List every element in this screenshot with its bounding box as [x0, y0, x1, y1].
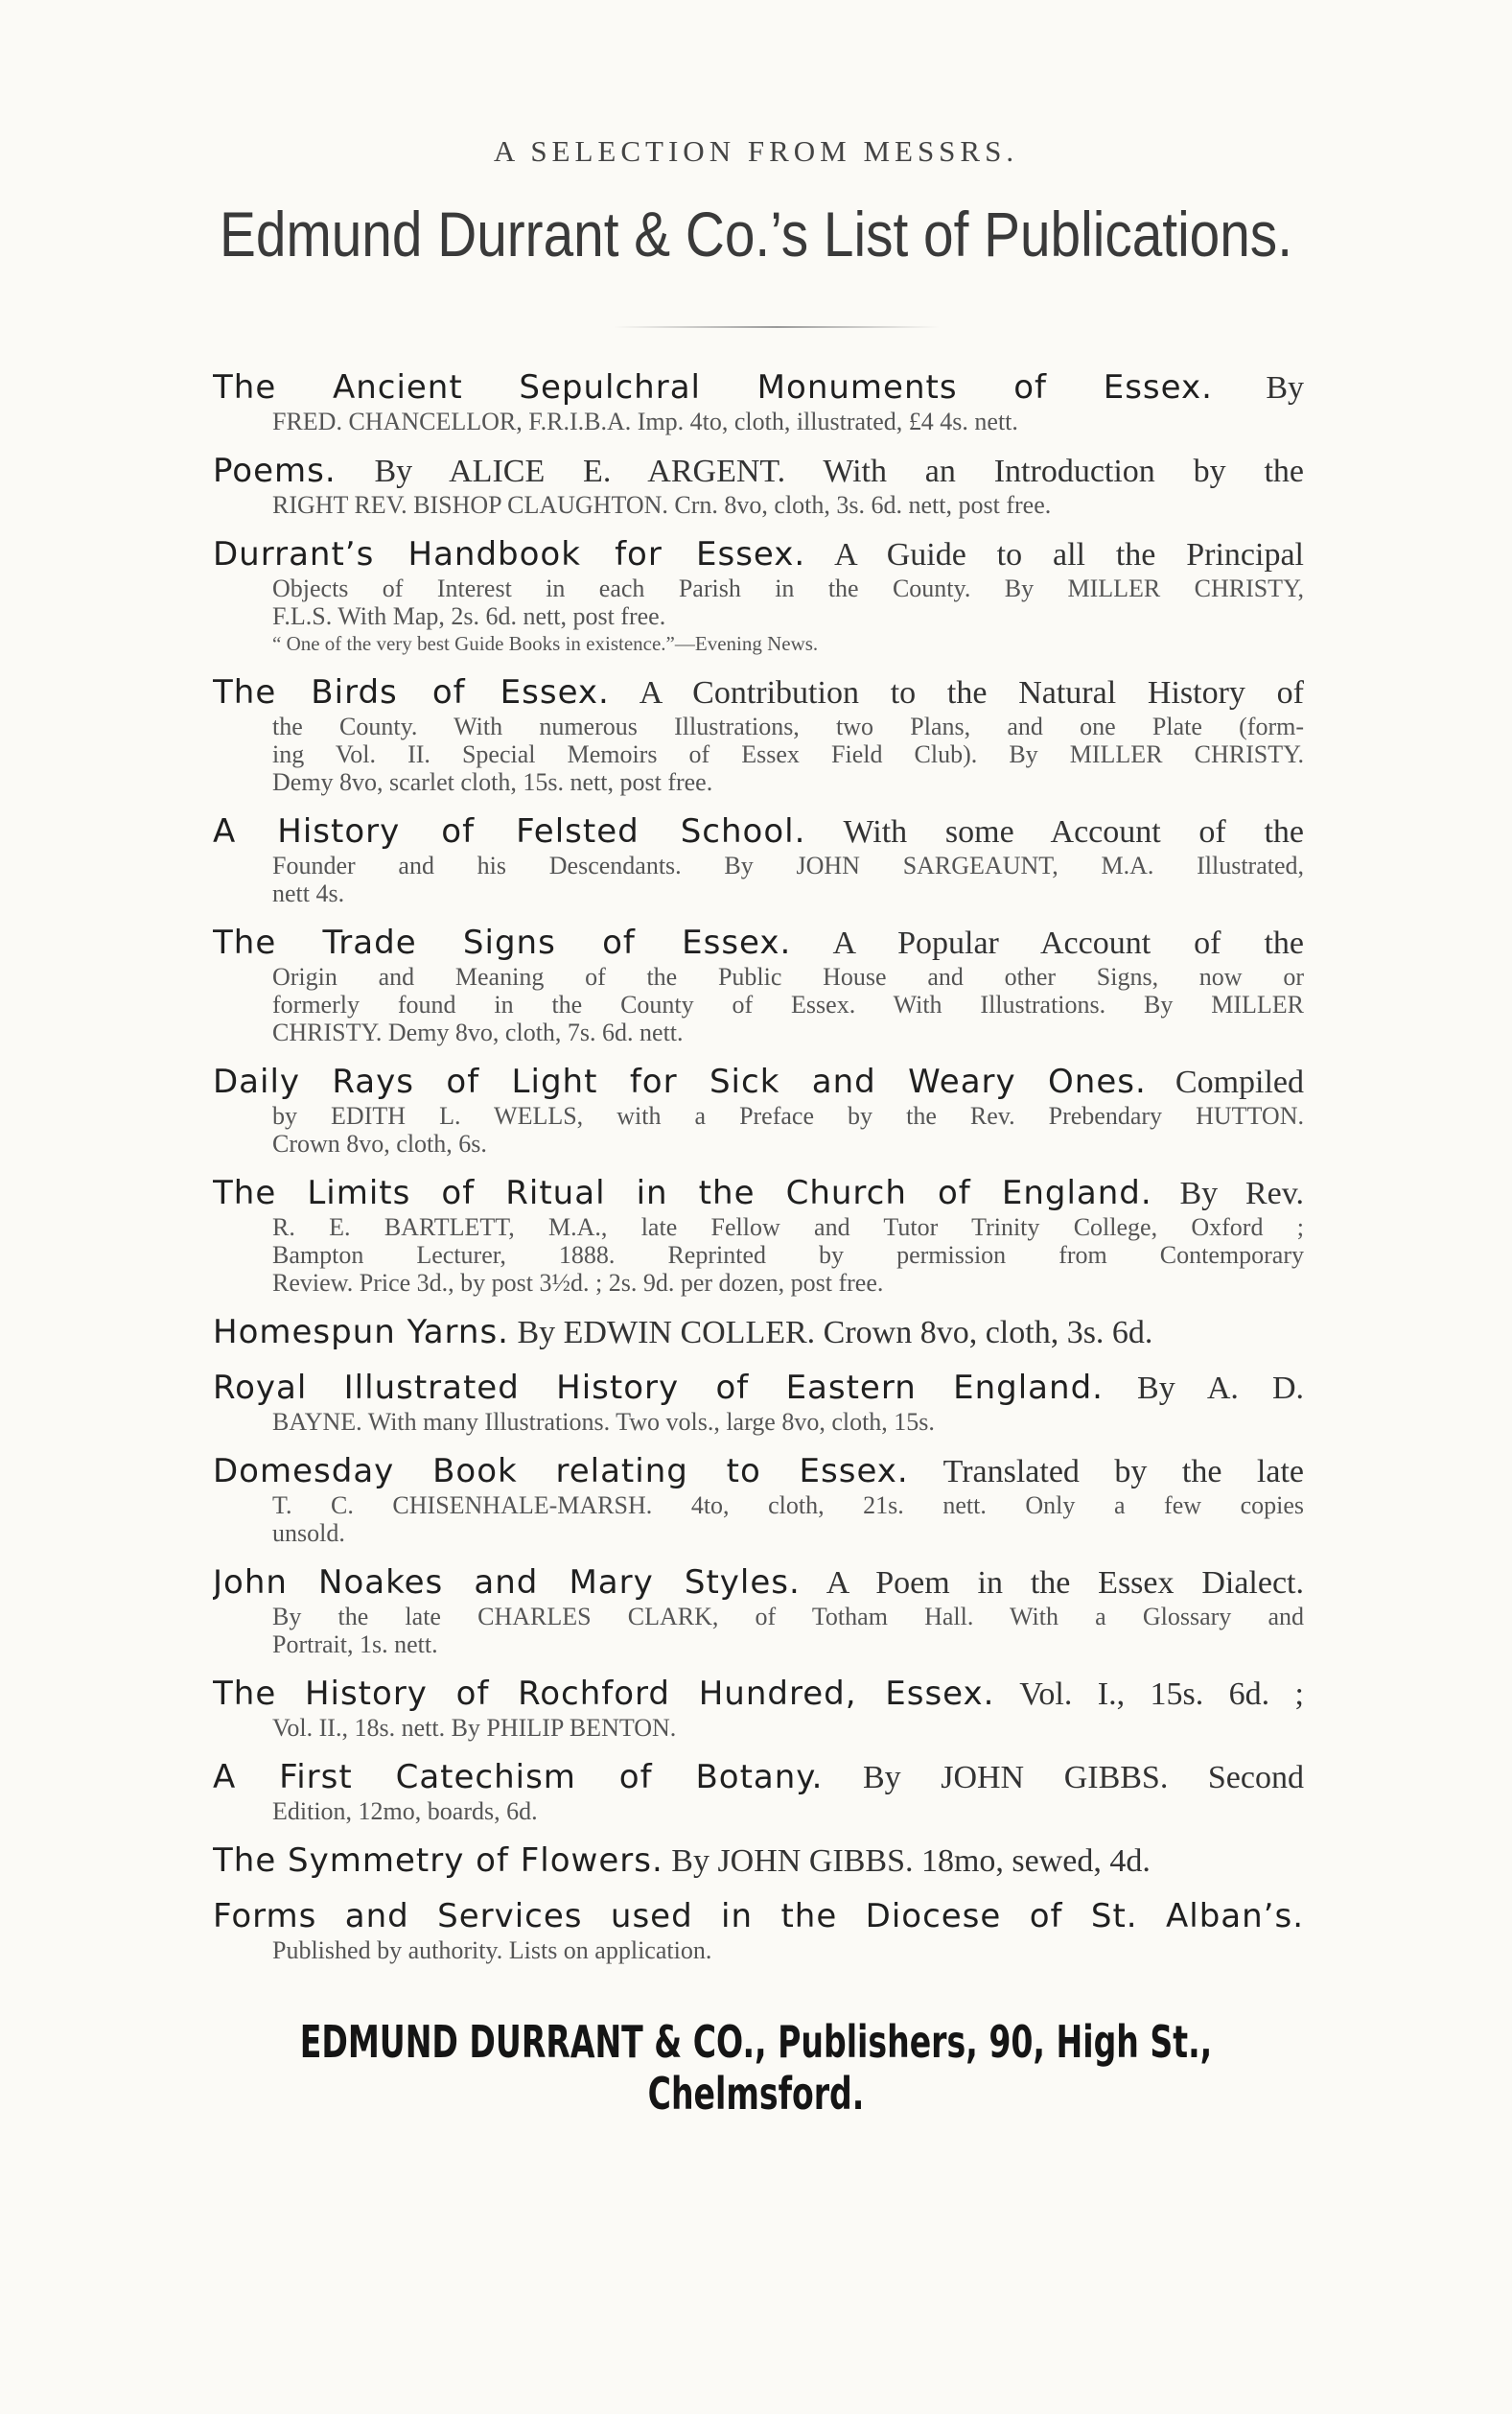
publication-entry: [213, 1841, 1304, 1881]
entry-detail-line: R. E. BARTLETT, M.A., late Fellow and Tutor Trinity College, Oxford ;: [272, 1213, 1304, 1241]
entry-detail-line: Founder and his Descendants. By JOHN SARGEAUNT, M.A. Illustrated,: [272, 852, 1304, 879]
entry-detail-line: ing Vol. II. Special Memoirs of Essex Field Club). By MILLER CHRISTY.: [272, 740, 1304, 768]
entry-title: Royal Illustrated History of Eastern England.: [213, 1369, 1104, 1407]
entry-detail-line: By the late CHARLES CLARK, of Totham Hall. With a Glossary and: [272, 1603, 1304, 1630]
publication-entry: [213, 1313, 1304, 1352]
entry-first-line: [213, 1063, 1304, 1102]
entry-title: A First Catechism of Botany.: [213, 1758, 824, 1796]
entry-first-text: By JOHN GIBBS. Second: [862, 1760, 1304, 1795]
entry-detail-line: Review. Price 3d., by post 3½d. ; 2s. 9d. per dozen, post free.: [272, 1269, 884, 1297]
entry-title: Domesday Book relating to Essex.: [213, 1452, 909, 1490]
entry-title: The History of Rochford Hundred, Essex.: [213, 1675, 995, 1713]
entry-title: A History of Felsted School.: [213, 812, 806, 851]
entry-first-line: [213, 1675, 1304, 1714]
publication-entry: [213, 673, 1304, 796]
entry-first-line: [213, 1313, 1304, 1352]
publication-entry: [213, 1675, 1304, 1742]
entry-title: The Symmetry of Flowers.: [213, 1841, 663, 1880]
entry-first-line: [213, 924, 1304, 963]
entry-title: The Birds of Essex.: [213, 673, 610, 712]
entry-title: The Trade Signs of Essex.: [213, 924, 792, 962]
entry-first-line: [213, 1563, 1304, 1603]
publication-entry: [213, 1369, 1304, 1436]
kicker-heading: A SELECTION FROM MESSRS.: [493, 134, 1019, 168]
entry-first-line: [213, 1174, 1304, 1213]
publication-entry: [213, 1174, 1304, 1297]
entry-quote: “ One of the very best Guide Books in existence.”—Evening News.: [272, 632, 819, 655]
entry-detail-line: formerly found in the County of Essex. With Illustrations. By MILLER: [272, 991, 1304, 1019]
entry-detail-line: unsold.: [272, 1519, 345, 1547]
entry-first-line: [213, 1897, 1304, 1936]
entry-detail-line: Objects of Interest in each Parish in the County. By MILLER CHRISTY,: [272, 574, 1304, 602]
entry-title: Daily Rays of Light for Sick and Weary Ones.: [213, 1063, 1147, 1101]
entry-detail-line: by EDITH L. WELLS, with a Preface by the Rev. Prebendary HUTTON.: [272, 1102, 1304, 1130]
entry-first-line: [213, 368, 1304, 408]
page-title: Edmund Durrant & Co.’s List of Publications.: [220, 199, 1292, 270]
entry-first-text: By: [1266, 370, 1304, 406]
entry-detail-line: T. C. CHISENHALE-MARSH. 4to, cloth, 21s. nett. Only a few copies: [272, 1491, 1304, 1519]
entry-detail-line: Vol. II., 18s. nett. By PHILIP BENTON.: [272, 1714, 677, 1742]
entry-detail-line: Portrait, 1s. nett.: [272, 1630, 438, 1658]
publication-entry: [213, 924, 1304, 1046]
entry-first-line: [213, 452, 1304, 491]
publication-entry: [213, 452, 1304, 519]
entry-first-text: By ALICE E. ARGENT. With an Introduction by the: [374, 454, 1304, 489]
entry-first-text: A Popular Account of the: [832, 926, 1304, 961]
publication-entry: [213, 812, 1304, 907]
entry-detail-line: Crown 8vo, cloth, 6s.: [272, 1130, 487, 1158]
entry-first-text: A Contribution to the Natural History of: [639, 675, 1304, 711]
entry-first-text: Compiled: [1175, 1065, 1304, 1100]
entry-first-text: By A. D.: [1137, 1371, 1304, 1406]
entry-detail-line: Edition, 12mo, boards, 6d.: [272, 1797, 538, 1825]
entry-title: Durrant’s Handbook for Essex.: [213, 535, 806, 574]
divider-rule: [614, 326, 940, 328]
entry-first-text: By Rev.: [1179, 1176, 1304, 1211]
publisher-footer: EDMUND DURRANT & CO., Publishers, 90, High St., Chelmsford.: [299, 2016, 1213, 2120]
entry-detail-line: FRED. CHANCELLOR, F.R.I.B.A. Imp. 4to, cloth, illustrated, £4 4s. nett.: [272, 408, 1018, 435]
publication-list: [213, 368, 1304, 1980]
publication-entry: [213, 1758, 1304, 1825]
entry-first-line: [213, 1452, 1304, 1491]
entry-first-text: With some Account of the: [843, 814, 1304, 850]
entry-first-line: [213, 812, 1304, 852]
entry-title: Homespun Yarns.: [213, 1313, 509, 1351]
entry-detail-line: F.L.S. With Map, 2s. 6d. nett, post free.: [272, 602, 666, 630]
entry-title: Poems.: [213, 452, 337, 490]
entry-title: The Limits of Ritual in the Church of England.: [213, 1174, 1152, 1212]
entry-first-line: [213, 1841, 1304, 1881]
publication-entry: [213, 1563, 1304, 1658]
entry-first-line: [213, 535, 1304, 574]
publication-entry: [213, 535, 1304, 657]
entry-title: Forms and Services used in the Diocese of St. Alban’s.: [213, 1897, 1304, 1935]
entry-first-text: By JOHN GIBBS. 18mo, sewed, 4d.: [671, 1843, 1151, 1879]
entry-first-text: Vol. I., 15s. 6d. ;: [1019, 1676, 1304, 1712]
entry-detail-line: RIGHT REV. BISHOP CLAUGHTON. Crn. 8vo, cloth, 3s. 6d. nett, post free.: [272, 491, 1052, 519]
entry-first-text: A Poem in the Essex Dialect.: [826, 1565, 1304, 1601]
publication-entry: [213, 1452, 1304, 1547]
entry-first-text: A Guide to all the Principal: [834, 537, 1304, 573]
entry-first-text: By EDWIN COLLER. Crown 8vo, cloth, 3s. 6d.: [517, 1315, 1153, 1350]
entry-detail-line: nett 4s.: [272, 879, 345, 907]
entry-first-text: Translated by the late: [942, 1454, 1304, 1489]
publication-entry: [213, 368, 1304, 435]
entry-detail-line: Published by authority. Lists on application.: [272, 1936, 712, 1964]
entry-first-line: [213, 673, 1304, 713]
publication-entry: [213, 1897, 1304, 1964]
entry-detail-line: Bampton Lecturer, 1888. Reprinted by permission from Contemporary: [272, 1241, 1304, 1269]
publication-entry: [213, 1063, 1304, 1158]
entry-detail-line: Demy 8vo, scarlet cloth, 15s. nett, post free.: [272, 768, 713, 796]
entry-detail-line: BAYNE. With many Illustrations. Two vols., large 8vo, cloth, 15s.: [272, 1408, 935, 1436]
entry-detail-line: the County. With numerous Illustrations, two Plans, and one Plate (form-: [272, 713, 1304, 740]
entry-title: The Ancient Sepulchral Monuments of Essex.: [213, 368, 1213, 407]
entry-title: John Noakes and Mary Styles.: [213, 1563, 801, 1602]
entry-detail-line: Origin and Meaning of the Public House and other Signs, now or: [272, 963, 1304, 991]
entry-detail-line: CHRISTY. Demy 8vo, cloth, 7s. 6d. nett.: [272, 1019, 684, 1046]
entry-first-line: [213, 1758, 1304, 1797]
entry-first-line: [213, 1369, 1304, 1408]
